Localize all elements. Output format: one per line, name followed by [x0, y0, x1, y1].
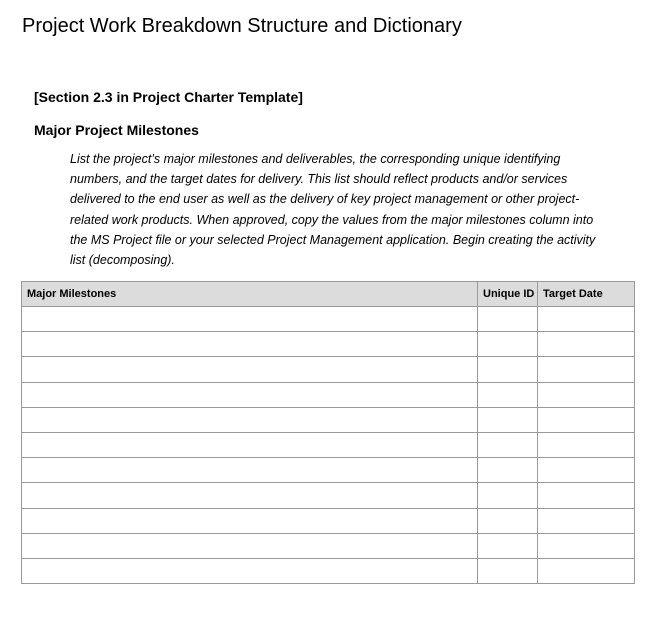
target-date-cell[interactable] [538, 382, 635, 407]
column-header-major-milestones: Major Milestones [22, 282, 478, 307]
milestones-table-body [22, 307, 635, 584]
major-milestone-cell[interactable] [22, 432, 478, 457]
column-header-unique-id: Unique ID [478, 282, 538, 307]
table-header-row [22, 282, 635, 307]
major-milestone-cell[interactable] [22, 407, 478, 432]
target-date-cell[interactable] [538, 332, 635, 357]
target-date-cell[interactable] [538, 483, 635, 508]
table-row [22, 483, 635, 508]
major-milestone-cell[interactable] [22, 307, 478, 332]
major-milestone-cell[interactable] [22, 483, 478, 508]
section-reference: [Section 2.3 in Project Charter Template] [34, 89, 303, 105]
table-row [22, 307, 635, 332]
major-milestone-cell[interactable] [22, 382, 478, 407]
unique-id-cell[interactable] [478, 432, 538, 457]
target-date-cell[interactable] [538, 432, 635, 457]
target-date-cell[interactable] [538, 357, 635, 382]
table-row [22, 508, 635, 533]
table-row [22, 357, 635, 382]
major-milestone-cell[interactable] [22, 508, 478, 533]
target-date-cell[interactable] [538, 458, 635, 483]
target-date-cell[interactable] [538, 407, 635, 432]
milestones-table [21, 281, 635, 584]
unique-id-cell[interactable] [478, 382, 538, 407]
unique-id-cell[interactable] [478, 407, 538, 432]
major-milestone-cell[interactable] [22, 558, 478, 583]
unique-id-cell[interactable] [478, 332, 538, 357]
instructions-line: the MS Project file or your selected Project Management application. Begin creating the activity [70, 232, 596, 247]
unique-id-cell[interactable] [478, 508, 538, 533]
unique-id-cell[interactable] [478, 458, 538, 483]
page-title: Project Work Breakdown Structure and Dictionary [22, 15, 462, 37]
instructions-paragraph [70, 149, 640, 270]
table-row [22, 407, 635, 432]
instructions-line: list (decomposing). [70, 253, 175, 268]
target-date-cell[interactable] [538, 508, 635, 533]
unique-id-cell[interactable] [478, 357, 538, 382]
table-row [22, 382, 635, 407]
table-row [22, 332, 635, 357]
major-milestone-cell[interactable] [22, 458, 478, 483]
instructions-line: related work products. When approved, copy the values from the major milestones column into [70, 212, 594, 227]
unique-id-cell[interactable] [478, 558, 538, 583]
unique-id-cell[interactable] [478, 533, 538, 558]
table-row [22, 533, 635, 558]
major-milestone-cell[interactable] [22, 332, 478, 357]
unique-id-cell[interactable] [478, 307, 538, 332]
instructions-line: List the project’s major milestones and deliverables, the corresponding unique identifying [70, 152, 561, 166]
table-row [22, 558, 635, 583]
target-date-cell[interactable] [538, 558, 635, 583]
major-milestone-cell[interactable] [22, 357, 478, 382]
section-heading: Major Project Milestones [34, 122, 199, 138]
instructions-line: numbers, and the target dates for delivery. This list should reflect products and/or services [70, 172, 568, 187]
instructions-line: delivered to the end user as well as the delivery of key project management or other project- [70, 192, 580, 207]
table-row [22, 432, 635, 457]
target-date-cell[interactable] [538, 307, 635, 332]
target-date-cell[interactable] [538, 533, 635, 558]
major-milestone-cell[interactable] [22, 533, 478, 558]
column-header-target-date: Target Date [538, 282, 635, 307]
unique-id-cell[interactable] [478, 483, 538, 508]
table-row [22, 458, 635, 483]
